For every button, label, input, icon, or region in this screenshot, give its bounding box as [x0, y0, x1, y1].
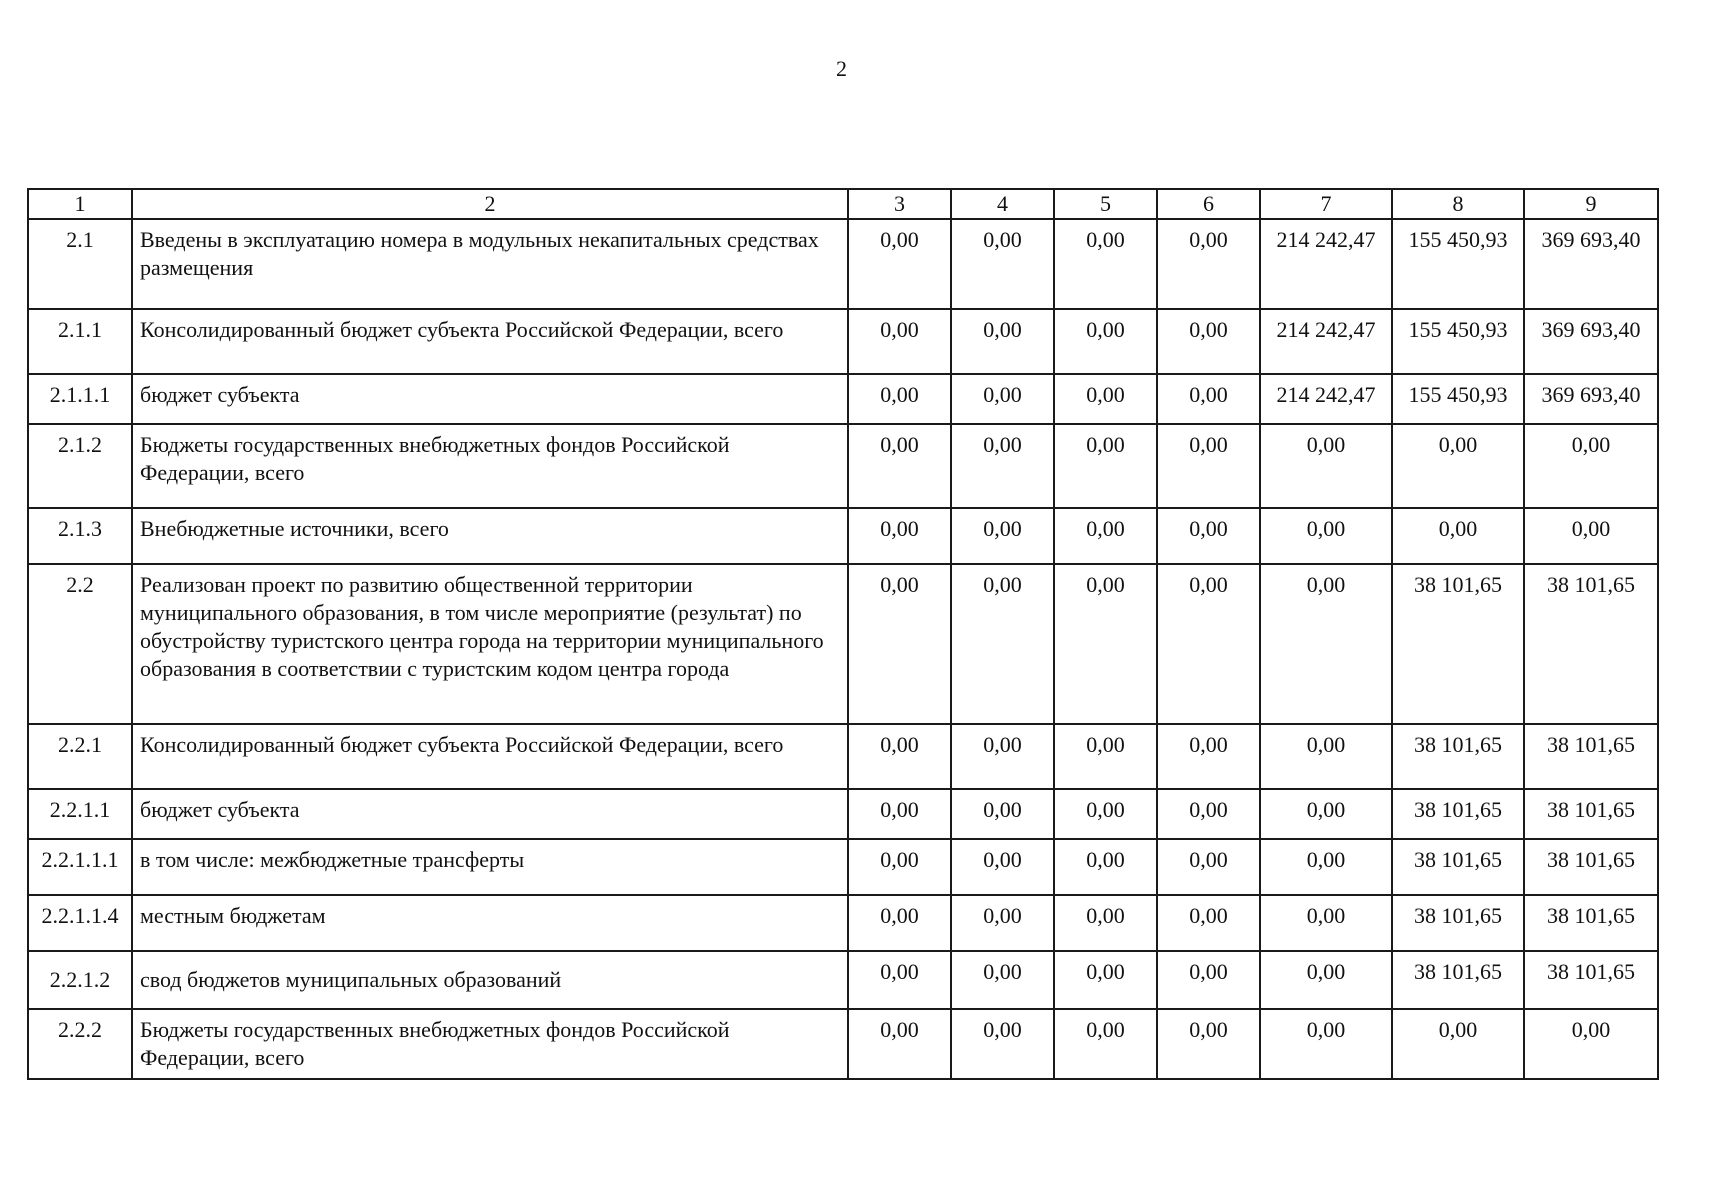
- row-number-cell: 2.1: [28, 219, 132, 309]
- row-number-cell: 2.2.1.1.1: [28, 839, 132, 895]
- column-header: 8: [1392, 189, 1524, 219]
- value-cell: 0,00: [1157, 309, 1260, 374]
- row-number-cell: 2.2.1: [28, 724, 132, 789]
- row-name-cell: Бюджеты государственных внебюджетных фондов Российской Федерации, всего: [132, 424, 848, 508]
- table-row: [28, 219, 1658, 309]
- value-cell: 0,00: [1054, 424, 1157, 508]
- value-cell: 0,00: [1054, 789, 1157, 839]
- table-row: [28, 951, 1658, 1009]
- table-row: [28, 895, 1658, 951]
- value-cell: 0,00: [1054, 309, 1157, 374]
- value-cell: 0,00: [951, 508, 1054, 564]
- value-cell: 0,00: [951, 219, 1054, 309]
- value-cell: 0,00: [1392, 424, 1524, 508]
- value-cell: 0,00: [848, 424, 951, 508]
- value-cell: 0,00: [848, 564, 951, 724]
- value-cell: 0,00: [1054, 724, 1157, 789]
- value-cell: 0,00: [1054, 839, 1157, 895]
- value-cell: 0,00: [1260, 424, 1392, 508]
- value-cell: 0,00: [1392, 508, 1524, 564]
- page-number: 2: [836, 56, 847, 81]
- value-cell: 0,00: [1260, 508, 1392, 564]
- value-cell: 0,00: [1157, 839, 1260, 895]
- row-name-cell: Введены в эксплуатацию номера в модульных некапитальных средствах размещения: [132, 219, 848, 309]
- table-row: [28, 789, 1658, 839]
- value-cell: 0,00: [1157, 564, 1260, 724]
- value-cell: 0,00: [1157, 895, 1260, 951]
- value-cell: 0,00: [1054, 1009, 1157, 1079]
- value-cell: 0,00: [848, 508, 951, 564]
- value-cell: 38 101,65: [1524, 564, 1658, 724]
- value-cell: 0,00: [848, 219, 951, 309]
- value-cell: 0,00: [1054, 951, 1157, 1009]
- value-cell: 214 242,47: [1260, 374, 1392, 424]
- value-cell: 0,00: [848, 895, 951, 951]
- value-cell: 0,00: [951, 951, 1054, 1009]
- column-header: 7: [1260, 189, 1392, 219]
- value-cell: 38 101,65: [1524, 895, 1658, 951]
- value-cell: 38 101,65: [1392, 789, 1524, 839]
- row-number-cell: 2.1.2: [28, 424, 132, 508]
- value-cell: 0,00: [951, 789, 1054, 839]
- value-cell: 0,00: [1157, 374, 1260, 424]
- value-cell: 0,00: [1054, 564, 1157, 724]
- value-cell: 0,00: [1054, 219, 1157, 309]
- value-cell: 0,00: [1260, 724, 1392, 789]
- row-name-cell: местным бюджетам: [132, 895, 848, 951]
- value-cell: 0,00: [951, 564, 1054, 724]
- table-row: [28, 564, 1658, 724]
- value-cell: 0,00: [1392, 1009, 1524, 1079]
- value-cell: 0,00: [1260, 789, 1392, 839]
- value-cell: 0,00: [1054, 508, 1157, 564]
- value-cell: 0,00: [1054, 374, 1157, 424]
- value-cell: 0,00: [951, 839, 1054, 895]
- value-cell: 0,00: [848, 839, 951, 895]
- column-header: 6: [1157, 189, 1260, 219]
- row-name-cell: Консолидированный бюджет субъекта Российской Федерации, всего: [132, 724, 848, 789]
- value-cell: 0,00: [848, 309, 951, 374]
- value-cell: 0,00: [1157, 951, 1260, 1009]
- value-cell: 38 101,65: [1524, 951, 1658, 1009]
- value-cell: 155 450,93: [1392, 219, 1524, 309]
- row-name-cell: Консолидированный бюджет субъекта Российской Федерации, всего: [132, 309, 848, 374]
- value-cell: 0,00: [1157, 724, 1260, 789]
- row-number-cell: 2.2.1.1.4: [28, 895, 132, 951]
- row-name-cell: бюджет субъекта: [132, 374, 848, 424]
- value-cell: 0,00: [1157, 424, 1260, 508]
- value-cell: 38 101,65: [1524, 789, 1658, 839]
- value-cell: 0,00: [1157, 219, 1260, 309]
- value-cell: 214 242,47: [1260, 309, 1392, 374]
- table-row: [28, 508, 1658, 564]
- value-cell: 0,00: [1524, 508, 1658, 564]
- row-name-cell: Бюджеты государственных внебюджетных фондов Российской Федерации, всего: [132, 1009, 848, 1079]
- column-header: 2: [132, 189, 848, 219]
- value-cell: 0,00: [1260, 895, 1392, 951]
- row-number-cell: 2.1.3: [28, 508, 132, 564]
- value-cell: 38 101,65: [1524, 839, 1658, 895]
- column-header: 1: [28, 189, 132, 219]
- value-cell: 38 101,65: [1392, 564, 1524, 724]
- row-name-cell: бюджет субъекта: [132, 789, 848, 839]
- value-cell: 0,00: [1524, 1009, 1658, 1079]
- value-cell: 0,00: [1260, 1009, 1392, 1079]
- value-cell: 0,00: [1157, 508, 1260, 564]
- value-cell: 0,00: [1260, 564, 1392, 724]
- value-cell: 214 242,47: [1260, 219, 1392, 309]
- row-number-cell: 2.1.1.1: [28, 374, 132, 424]
- value-cell: 0,00: [848, 789, 951, 839]
- value-cell: 0,00: [848, 724, 951, 789]
- value-cell: 0,00: [1524, 424, 1658, 508]
- table-row: [28, 424, 1658, 508]
- value-cell: 0,00: [951, 1009, 1054, 1079]
- row-name-cell: Реализован проект по развитию общественной территории муниципального образования, в том числе мероприятие (результат) по обустройству туристского центра города на территории муниципального образования в соответствии с туристским кодом центра города: [132, 564, 848, 724]
- budget-table: [27, 188, 1659, 1080]
- value-cell: 38 101,65: [1392, 895, 1524, 951]
- value-cell: 0,00: [848, 374, 951, 424]
- value-cell: 38 101,65: [1392, 951, 1524, 1009]
- row-number-cell: 2.1.1: [28, 309, 132, 374]
- row-number-cell: 2.2: [28, 564, 132, 724]
- value-cell: 155 450,93: [1392, 374, 1524, 424]
- value-cell: 38 101,65: [1524, 724, 1658, 789]
- value-cell: 0,00: [1157, 789, 1260, 839]
- value-cell: 0,00: [951, 374, 1054, 424]
- column-number-header-row: [28, 189, 1658, 219]
- column-header: 3: [848, 189, 951, 219]
- table-row: [28, 374, 1658, 424]
- value-cell: 369 693,40: [1524, 219, 1658, 309]
- value-cell: 155 450,93: [1392, 309, 1524, 374]
- value-cell: 0,00: [951, 724, 1054, 789]
- value-cell: 38 101,65: [1392, 839, 1524, 895]
- value-cell: 0,00: [951, 424, 1054, 508]
- value-cell: 369 693,40: [1524, 374, 1658, 424]
- value-cell: 369 693,40: [1524, 309, 1658, 374]
- table-row: [28, 724, 1658, 789]
- value-cell: 38 101,65: [1392, 724, 1524, 789]
- table-row: [28, 839, 1658, 895]
- column-header: 5: [1054, 189, 1157, 219]
- value-cell: 0,00: [1260, 951, 1392, 1009]
- value-cell: 0,00: [951, 895, 1054, 951]
- row-name-cell: свод бюджетов муниципальных образований: [132, 951, 848, 1009]
- value-cell: 0,00: [951, 309, 1054, 374]
- value-cell: 0,00: [1260, 839, 1392, 895]
- value-cell: 0,00: [848, 951, 951, 1009]
- table-row: [28, 1009, 1658, 1079]
- table-row: [28, 309, 1658, 374]
- value-cell: 0,00: [848, 1009, 951, 1079]
- row-number-cell: 2.2.1.2: [28, 951, 132, 1009]
- value-cell: 0,00: [1157, 1009, 1260, 1079]
- row-name-cell: Внебюджетные источники, всего: [132, 508, 848, 564]
- column-header: 4: [951, 189, 1054, 219]
- row-number-cell: 2.2.1.1: [28, 789, 132, 839]
- value-cell: 0,00: [1054, 895, 1157, 951]
- column-header: 9: [1524, 189, 1658, 219]
- row-name-cell: в том числе: межбюджетные трансферты: [132, 839, 848, 895]
- row-number-cell: 2.2.2: [28, 1009, 132, 1079]
